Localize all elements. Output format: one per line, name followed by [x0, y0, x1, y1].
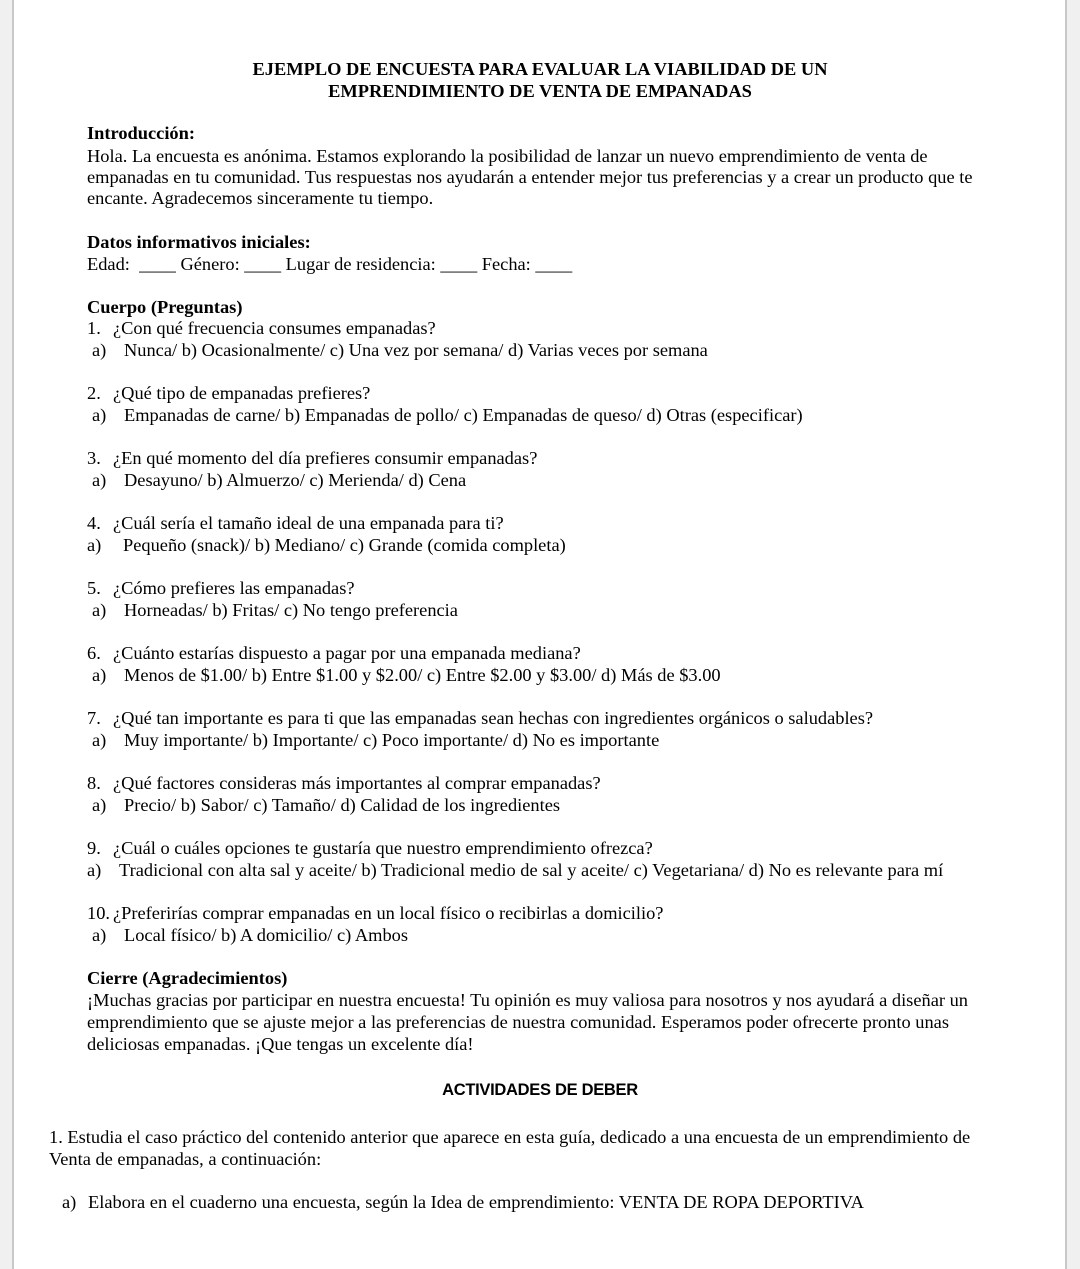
cierre-line: emprendimiento que se ajuste mejor a las preferencias de nuestra comunidad. Esperamos poder ofrecerte pronto unas [87, 1012, 949, 1032]
answer-options [92, 794, 560, 816]
activity-line: 1. Estudia el caso práctico del contenido anterior que aparece en esta guía, dedicado a una encuesta de un emprendimiento de [49, 1127, 971, 1147]
question [87, 317, 436, 339]
answer-options [92, 599, 458, 621]
options-text: Menos de $1.00/ b) Entre $1.00 y $2.00/ c) Entre $2.00 y $3.00/ d) Más de $3.00 [124, 665, 721, 685]
options-text: Pequeño (snack)/ b) Mediano/ c) Grande (comida completa) [123, 535, 566, 555]
question [87, 447, 537, 469]
question-text: ¿Cuál sería el tamaño ideal de una empanada para ti? [113, 513, 504, 533]
question-number: 3. [87, 448, 101, 468]
question [87, 902, 663, 924]
options-text: Muy importante/ b) Importante/ c) Poco importante/ d) No es importante [124, 730, 660, 750]
option-letter: a) [87, 860, 102, 880]
cierre-line: ¡Muchas gracias por participar en nuestra encuesta! Tu opinión es muy valiosa para nosotros y nos ayudará a diseñar un [87, 990, 968, 1010]
options-text: Horneadas/ b) Fritas/ c) No tengo preferencia [124, 600, 458, 620]
question-number: 1. [87, 318, 101, 338]
question-number: 9. [87, 838, 101, 858]
question-text: ¿Cuánto estarías dispuesto a pagar por una empanada mediana? [113, 643, 581, 663]
question [87, 512, 504, 534]
answer-options [92, 729, 659, 751]
question-text: ¿Cuál o cuáles opciones te gustaría que nuestro emprendimiento ofrezca? [113, 838, 653, 858]
options-text: Local físico/ b) A domicilio/ c) Ambos [124, 925, 408, 945]
question-text: ¿En qué momento del día prefieres consumir empanadas? [113, 448, 538, 468]
options-text: Precio/ b) Sabor/ c) Tamaño/ d) Calidad de los ingredientes [124, 795, 561, 815]
subitem-text: Elabora en el cuaderno una encuesta, según la Idea de emprendimiento: VENTA DE ROPA DEPORTIVA [88, 1192, 864, 1212]
title-line-1: EJEMPLO DE ENCUESTA PARA EVALUAR LA VIABILIDAD DE UN [252, 59, 828, 79]
question-number: 2. [87, 383, 101, 403]
actividades-heading: ACTIVIDADES DE DEBER [442, 1081, 638, 1099]
options-text: Empanadas de carne/ b) Empanadas de pollo/ c) Empanadas de queso/ d) Otras (especificar) [124, 405, 803, 425]
options-text: Desayuno/ b) Almuerzo/ c) Merienda/ d) Cena [124, 470, 467, 490]
options-text: Tradicional con alta sal y aceite/ b) Tradicional medio de sal y aceite/ c) Vegetariana/ d) No es relevante para mí [119, 860, 944, 880]
cierre-line: deliciosas empanadas. ¡Que tengas un excelente día! [87, 1034, 474, 1054]
intro-line: encante. Agradecemos sinceramente tu tiempo. [87, 188, 434, 208]
answer-options [92, 404, 803, 426]
datos-fields: Edad: ____ Género: ____ Lugar de residencia: ____ Fecha: ____ [87, 254, 573, 274]
answer-options [92, 469, 466, 491]
intro-heading: Introducción: [87, 123, 195, 143]
question-text: ¿Cómo prefieres las empanadas? [113, 578, 355, 598]
subitem-letter: a) [62, 1192, 77, 1212]
question-text: ¿Con qué frecuencia consumes empanadas? [113, 318, 436, 338]
question-text: ¿Preferirías comprar empanadas en un local físico o recibirlas a domicilio? [113, 903, 664, 923]
option-letter: a) [92, 600, 107, 620]
datos-heading: Datos informativos iniciales: [87, 232, 311, 252]
answer-options [92, 664, 721, 686]
title-line-2: EMPRENDIMIENTO DE VENTA DE EMPANADAS [328, 81, 752, 101]
question [87, 382, 370, 404]
options-text: Nunca/ b) Ocasionalmente/ c) Una vez por semana/ d) Varias veces por semana [124, 340, 708, 360]
question-number: 8. [87, 773, 101, 793]
option-letter: a) [92, 405, 107, 425]
question-text: ¿Qué tan importante es para ti que las empanadas sean hechas con ingredientes orgánicos o saludables? [113, 708, 874, 728]
answer-options [87, 859, 943, 881]
intro-line: Hola. La encuesta es anónima. Estamos explorando la posibilidad de lanzar un nuevo emprendimiento de venta de [87, 146, 928, 166]
question-number: 5. [87, 578, 101, 598]
question [87, 772, 601, 794]
cierre-heading: Cierre (Agradecimientos) [87, 968, 288, 988]
answer-options [92, 339, 708, 361]
option-letter: a) [87, 535, 102, 555]
question-number: 6. [87, 643, 101, 663]
question [87, 577, 355, 599]
answer-options [87, 534, 566, 556]
question-text: ¿Qué tipo de empanadas prefieres? [113, 383, 371, 403]
question-number: 10. [87, 903, 110, 923]
intro-line: empanadas en tu comunidad. Tus respuestas nos ayudarán a entender mejor tus preferencias y a crear un producto que te [87, 167, 973, 187]
option-letter: a) [92, 925, 107, 945]
question [87, 707, 873, 729]
question-text: ¿Qué factores consideras más importantes al comprar empanadas? [113, 773, 601, 793]
question-number: 7. [87, 708, 101, 728]
option-letter: a) [92, 470, 107, 490]
activity-subitem [62, 1191, 864, 1213]
option-letter: a) [92, 665, 107, 685]
question-number: 4. [87, 513, 101, 533]
cuerpo-heading: Cuerpo (Preguntas) [87, 297, 243, 317]
question [87, 837, 653, 859]
option-letter: a) [92, 795, 107, 815]
option-letter: a) [92, 730, 107, 750]
option-letter: a) [92, 340, 107, 360]
answer-options [92, 924, 408, 946]
question [87, 642, 581, 664]
activity-line: Venta de empanadas, a continuación: [49, 1149, 322, 1169]
